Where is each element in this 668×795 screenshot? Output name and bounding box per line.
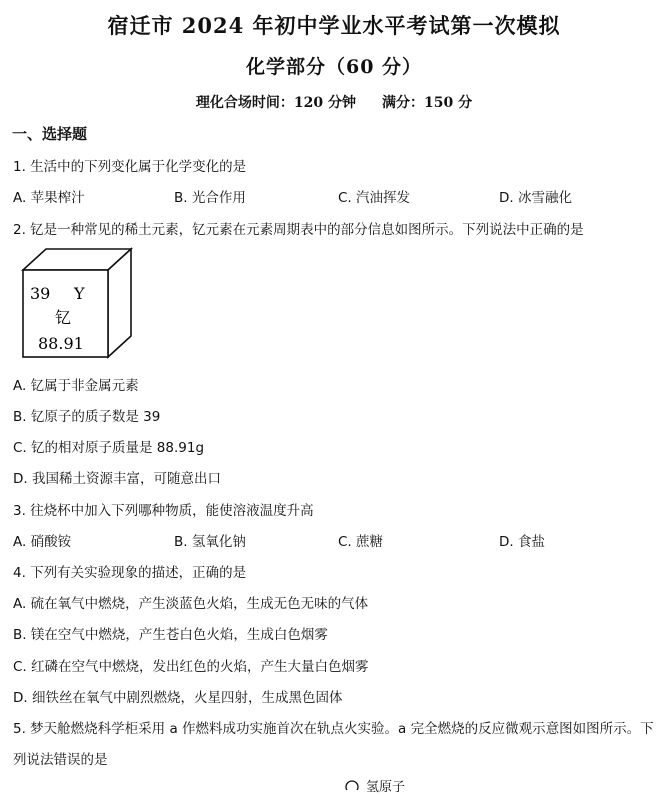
question-1-stem: 1. 生活中的下列变化属于化学变化的是 [13, 159, 247, 175]
question-3-option-d: D. 食盐 [499, 534, 545, 550]
hydrogen-atom-icon [343, 778, 361, 790]
element-atomic-number: 39 [30, 284, 51, 303]
question-3-option-b: B. 氢氧化钠 [174, 534, 246, 550]
question-4-option-d: D. 细铁丝在氧气中剧烈燃烧，火星四射，生成黑色固体 [13, 690, 343, 706]
section-title: 一、选择题 [12, 125, 88, 143]
exam-title: 宿迁市 2024 年初中学业水平考试第一次模拟 [107, 13, 561, 38]
legend-hydrogen-label: 氢原子 [366, 780, 406, 795]
question-4-option-b: B. 镁在空气中燃烧，产生苍白色火焰，生成白色烟雾 [13, 627, 328, 643]
question-5-stem-line-1: 5. 梦天舱燃烧科学柜采用 a 作燃料成功实施首次在轨点火实验。a 完全燃烧的反应微观示意图如图所示。下 [13, 721, 654, 737]
element-atomic-mass: 88.91 [38, 334, 84, 353]
question-5-stem-line-2: 列说法错误的是 [13, 752, 108, 768]
question-2-option-b: B. 钇原子的质子数是 39 [13, 409, 161, 425]
question-4-option-a: A. 硫在氧气中燃烧，产生淡蓝色火焰，生成无色无味的气体 [13, 596, 369, 612]
question-1-option-d: D. 冰雪融化 [499, 190, 572, 206]
question-2-stem: 2. 钇是一种常见的稀土元素，钇元素在元素周期表中的部分信息如图所示。下列说法中正确的是 [13, 222, 584, 238]
question-3-option-c: C. 蔗糖 [338, 534, 384, 550]
exam-subtitle: 化学部分（60 分） [245, 56, 423, 78]
question-4-option-c: C. 红磷在空气中燃烧，发出红色的火焰，产生大量白色烟雾 [13, 659, 369, 675]
element-name: 钇 [55, 308, 72, 327]
question-3-stem: 3. 往烧杯中加入下列哪种物质，能使溶液温度升高 [13, 503, 314, 519]
question-2-option-c: C. 钇的相对原子质量是 88.91g [13, 440, 205, 456]
exam-score: 满分：150 分 [382, 95, 473, 111]
exam-time: 理化合场时间：120 分钟 [195, 95, 356, 111]
element-cell-figure [20, 246, 134, 360]
question-3-option-a: A. 硝酸铵 [13, 534, 72, 550]
question-4-stem: 4. 下列有关实验现象的描述，正确的是 [13, 565, 247, 581]
element-symbol: Y [74, 284, 85, 303]
question-1-option-a: A. 苹果榨汁 [13, 190, 85, 206]
question-2-option-d: D. 我国稀土资源丰富，可随意出口 [13, 471, 221, 487]
question-2-option-a: A. 钇属于非金属元素 [13, 378, 139, 394]
question-1-option-b: B. 光合作用 [174, 190, 246, 206]
question-1-option-c: C. 汽油挥发 [338, 190, 411, 206]
exam-meta [0, 92, 668, 112]
